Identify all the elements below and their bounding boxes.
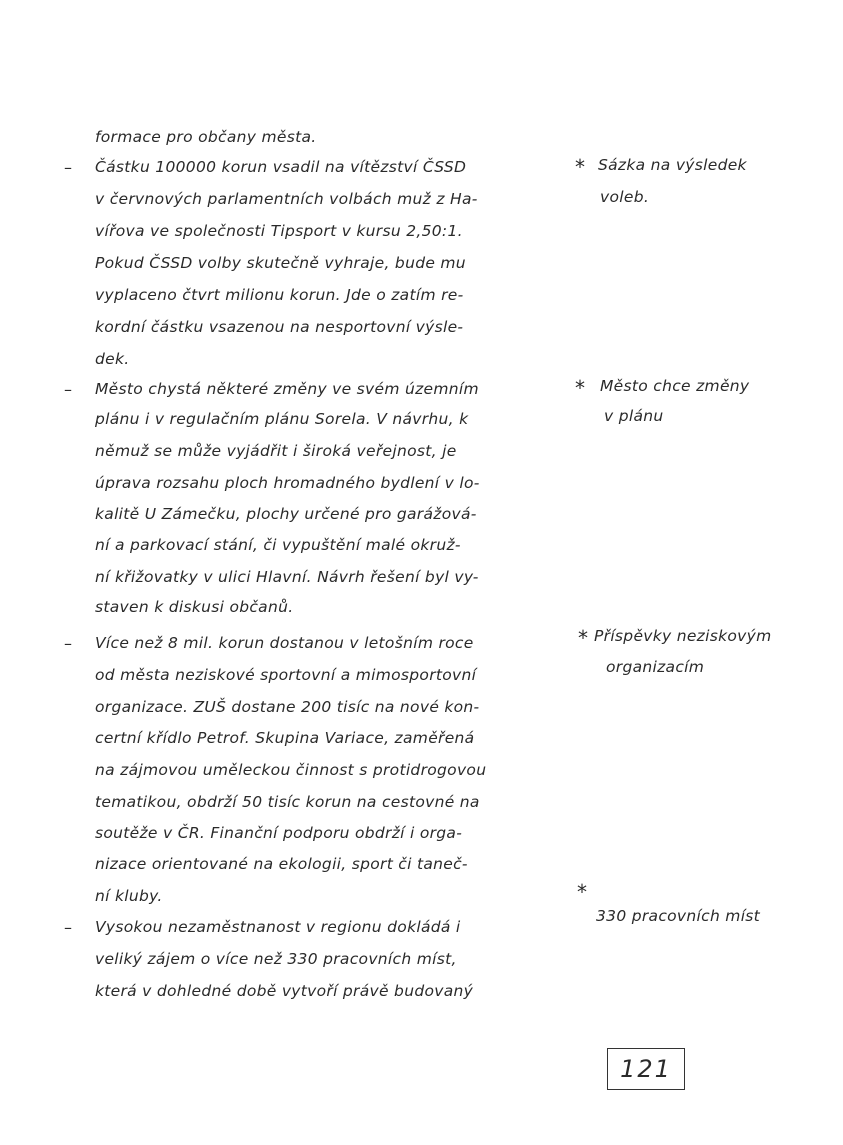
text-line: vířova ve společnosti Tipsport v kursu 2,50:1. [95, 222, 463, 240]
asterisk-marker: * [578, 626, 588, 650]
bullet-dash: – [64, 380, 72, 399]
text-line: ní a parkovací stání, či vypuštění malé okruž- [95, 536, 461, 554]
text-line: dek. [95, 350, 130, 368]
bullet-dash: – [64, 158, 72, 177]
text-line: úprava rozsahu ploch hromadného bydlení v lo- [95, 474, 480, 492]
text-line: ní křižovatky v ulici Hlavní. Návrh řešení byl vy- [95, 568, 479, 586]
text-line: Pokud ČSSD volby skutečně vyhraje, bude mu [95, 254, 466, 272]
margin-note: Město chce změny [600, 377, 750, 395]
text-line: formace pro občany města. [95, 128, 317, 146]
margin-note: voleb. [600, 188, 650, 206]
text-line: Vysokou nezaměstnanost v regionu dokládá i [95, 918, 461, 936]
margin-note: 330 pracovních míst [596, 907, 761, 925]
margin-note: Příspěvky neziskovým [594, 627, 772, 645]
asterisk-marker: * [577, 880, 587, 904]
text-line: kalitě U Zámečku, plochy určené pro garážová- [95, 505, 477, 523]
text-line: staven k diskusi občanů. [95, 598, 294, 616]
margin-note: Sázka na výsledek [598, 156, 747, 174]
text-line: Město chystá některé změny ve svém územním [95, 380, 479, 398]
margin-note: v plánu [604, 407, 664, 425]
margin-note: organizacím [606, 658, 705, 676]
text-line: Částku 100000 korun vsadil na vítězství ČSSD [95, 158, 467, 176]
text-line: certní křídlo Petrof. Skupina Variace, zaměřená [95, 729, 475, 747]
text-line: která v dohledné době vytvoří právě budovaný [95, 982, 474, 1000]
text-line: ní kluby. [95, 887, 163, 905]
text-line: na zájmovou uměleckou činnost s protidrogovou [95, 761, 487, 779]
text-line: kordní částku vsazenou na nesportovní výsle- [95, 318, 464, 336]
bullet-dash: – [64, 918, 72, 937]
text-line: soutěže v ČR. Finanční podporu obdrží i orga- [95, 824, 463, 842]
text-line: od města neziskové sportovní a mimosportovní [95, 666, 477, 684]
text-line: plánu i v regulačním plánu Sorela. V návrhu, k [95, 410, 469, 428]
text-line: veliký zájem o více než 330 pracovních míst, [95, 950, 457, 968]
asterisk-marker: * [575, 376, 585, 400]
text-line: vyplaceno čtvrt milionu korun. Jde o zatím re- [95, 286, 464, 304]
asterisk-marker: * [575, 155, 585, 179]
text-line: organizace. ZUŠ dostane 200 tisíc na nové kon- [95, 698, 480, 716]
text-line: nizace orientované na ekologii, sport či taneč- [95, 855, 468, 873]
bullet-dash: – [64, 634, 72, 653]
text-line: Více než 8 mil. korun dostanou v letošním roce [95, 634, 474, 652]
text-line: němuž se může vyjádřit i široká veřejnost, je [95, 442, 457, 460]
text-line: tematikou, obdrží 50 tisíc korun na cestovné na [95, 793, 480, 811]
text-line: v červnových parlamentních volbách muž z Ha- [95, 190, 478, 208]
page-number: 121 [607, 1048, 685, 1090]
